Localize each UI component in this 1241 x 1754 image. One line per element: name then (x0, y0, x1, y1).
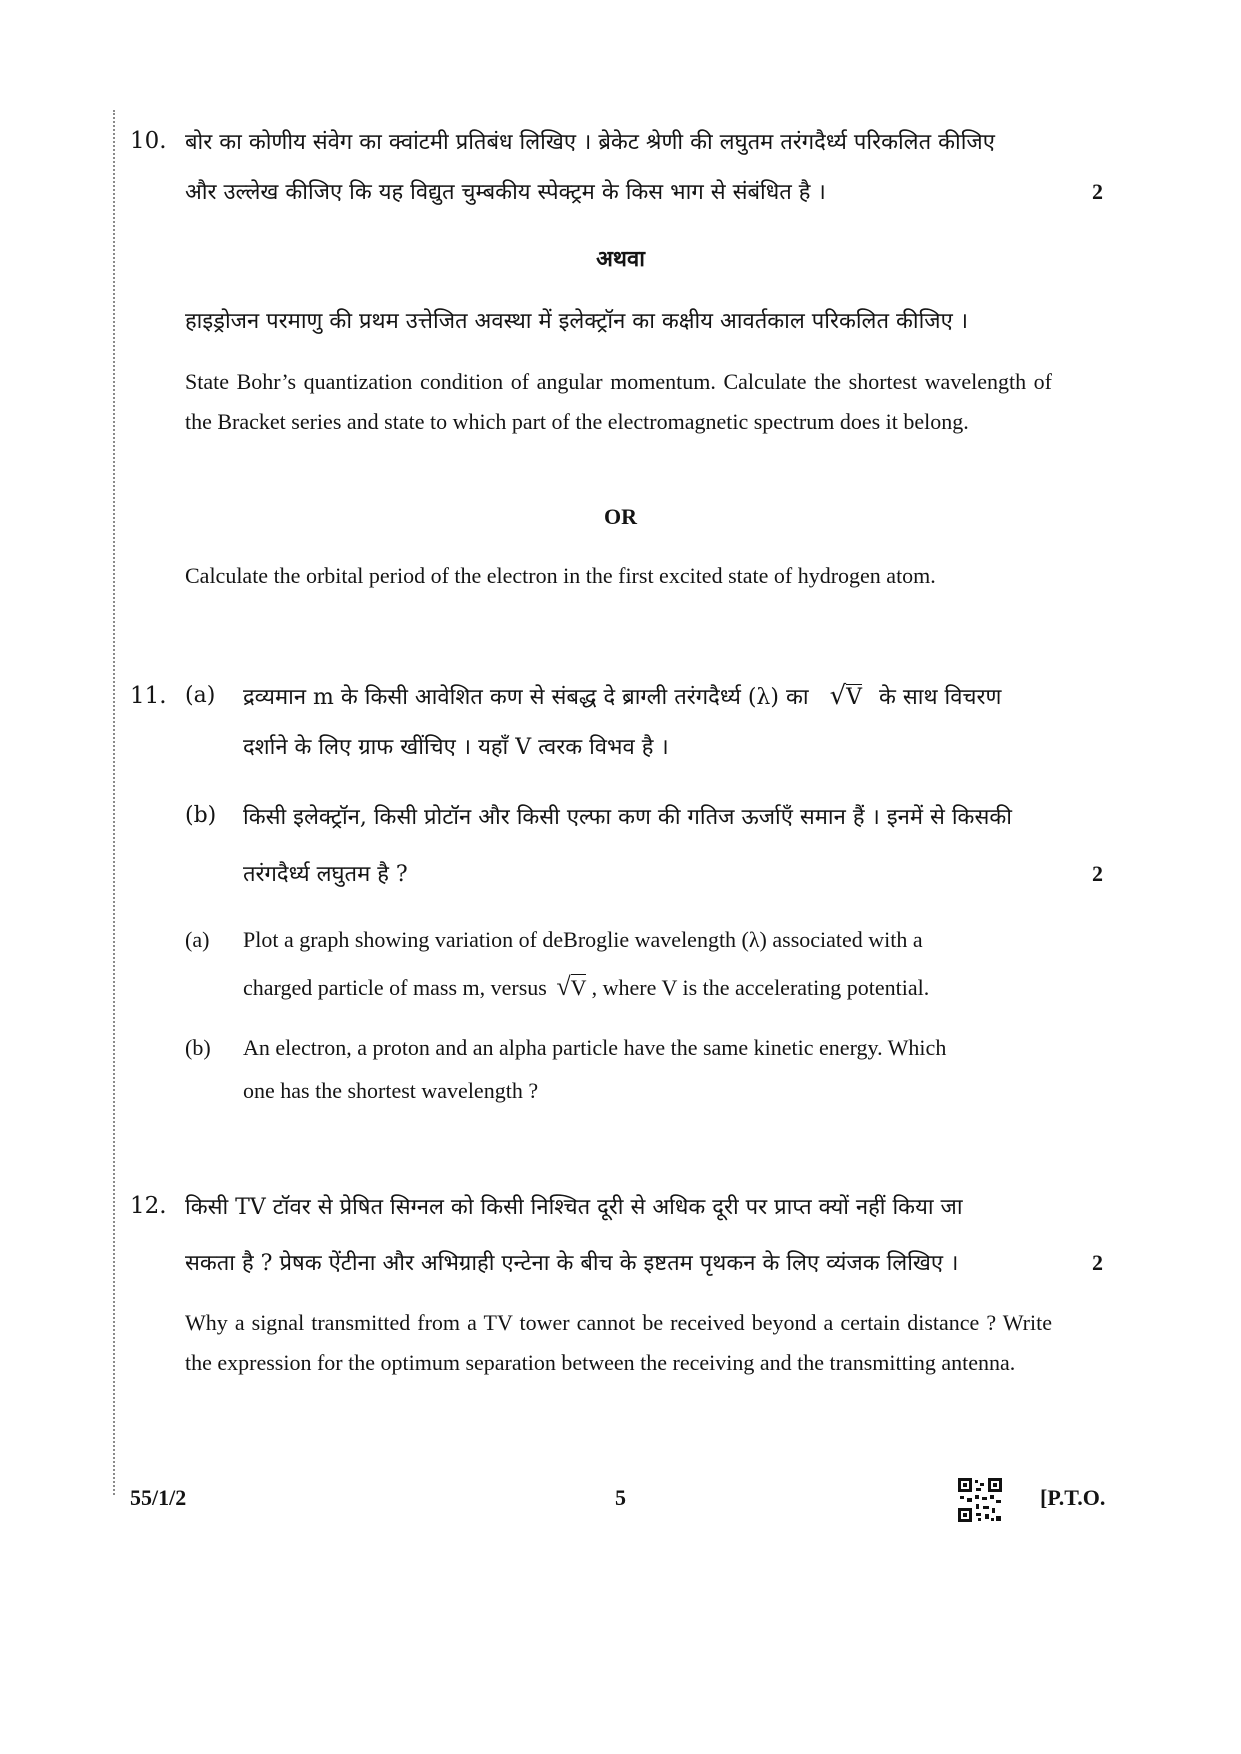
q10-marks: 2 (1092, 179, 1103, 204)
margin-dotted-line (113, 110, 115, 1495)
page-number: 5 (615, 1485, 626, 1510)
q12-hindi-line-1: किसी TV टॉवर से प्रेषित सिग्नल को किसी निश्चित दूरी से अधिक दूरी पर प्राप्त क्यों नहीं किया जा (185, 1195, 963, 1220)
q11-a-label: (a) (185, 683, 216, 708)
q11-b-label: (b) (185, 803, 217, 828)
paper-code: 55/1/2 (130, 1485, 187, 1510)
q11-english-a-line-2-pre: charged particle of mass m, versus (243, 975, 547, 1000)
q11-english-a-label: (a) (185, 927, 210, 952)
q11-a-hindi-line-1-post: के साथ विचरण (879, 685, 1002, 710)
qr-code-icon (958, 1478, 1002, 1522)
q10-english-text: State Bohr’s quantization condition of angular momentum. Calculate the shortest wavelength of the Bracket series and state to which part of the electromagnetic spectrum does it belong. (185, 369, 1052, 434)
q11-b-hindi-line-2: तरंगदैर्ध्य लघुतम है ? (243, 862, 408, 887)
or-hindi-heading: अथवा (596, 246, 645, 272)
q11-english-b-line-1: An electron, a proton and an alpha particle have the same kinetic energy. Which (243, 1035, 947, 1060)
q11-a-hindi-line-2: दर्शाने के लिए ग्राफ खींचिए । यहाँ V त्वरक विभव है । (243, 735, 669, 760)
sqrt-v-expression: √V (556, 972, 587, 1001)
q10-english-or-text: Calculate the orbital period of the electron in the first excited state of hydrogen atom. (185, 563, 936, 588)
question-number: 11. (130, 683, 167, 709)
please-turn-over-label: [P.T.O. (1040, 1485, 1106, 1510)
q12-hindi-line-2: सकता है ? प्रेषक ऐंटीना और अभिग्राही एन्टेना के बीच के इष्टतम पृथकन के लिए व्यंजक लिखिए । (185, 1251, 959, 1276)
q12-english-text: Why a signal transmitted from a TV tower cannot be received beyond a certain distance ? Write the expression for the optimum separation between the receiving and the transmitting antenna. (185, 1310, 1052, 1375)
q11-english-a-line-1: Plot a graph showing variation of deBroglie wavelength (λ) associated with a (243, 927, 923, 952)
q11-english-b-line-2: one has the shortest wavelength ? (243, 1078, 539, 1103)
q11-marks: 2 (1092, 861, 1103, 886)
q12-marks: 2 (1092, 1250, 1103, 1275)
question-number: 10. (130, 128, 167, 154)
q11-a-hindi-line-1-pre: द्रव्यमान m के किसी आवेशित कण से संबद्ध दे ब्राग्ली तरंगदैर्ध्य (λ) का (243, 685, 809, 710)
q10-hindi-line-2: और उल्लेख कीजिए कि यह विद्युत चुम्बकीय स्पेक्ट्रम के किस भाग से संबंधित है । (185, 180, 826, 205)
q11-a-hindi-line-1 (243, 681, 1001, 711)
q11-english-a-line-2 (243, 972, 929, 1002)
q10-hindi-line-1: बोर का कोणीय संवेग का क्वांटमी प्रतिबंध लिखिए । ब्रेकेट श्रेणी की लघुतम तरंगदैर्ध्य परिकलित कीजिए (185, 130, 995, 155)
or-english-heading: OR (604, 504, 637, 529)
q11-b-hindi-line-1: किसी इलेक्ट्रॉन, किसी प्रोटॉन और किसी एल्फा कण की गतिज ऊर्जाएँ समान हैं । इनमें से किसकी (243, 805, 1012, 830)
sqrt-v-expression: √V (829, 681, 863, 711)
q11-english-a-line-2-post: , where V is the accelerating potential. (591, 975, 930, 1000)
q11-english-b-label: (b) (185, 1035, 211, 1060)
question-number: 12. (130, 1193, 167, 1219)
q10-hindi-or-text: हाइड्रोजन परमाणु की प्रथम उत्तेजित अवस्था में इलेक्ट्रॉन का कक्षीय आवर्तकाल परिकलित कीजिए । (185, 309, 969, 334)
